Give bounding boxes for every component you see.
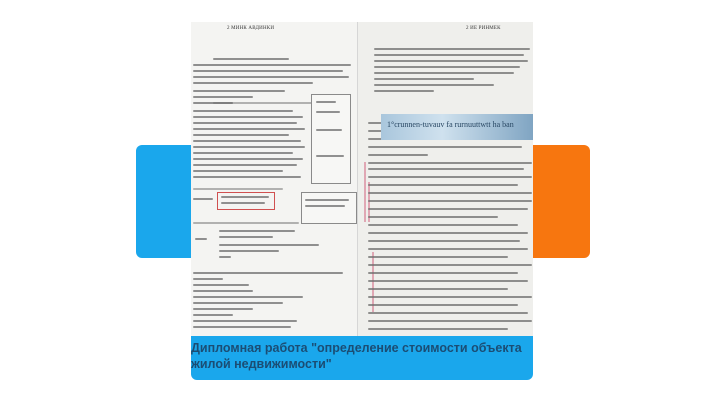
document-caption[interactable] bbox=[191, 336, 533, 380]
document-title: Дипломная работа "определение стоимости объекта жилой недвижимости" bbox=[191, 341, 522, 371]
side-table bbox=[311, 94, 351, 184]
left-page-header: 2 МИНК АВДИНКИ bbox=[227, 26, 275, 31]
right-page-header: 2 ИЕ РИНМЕК bbox=[466, 26, 501, 31]
chapter-banner-title: 1°сrunnen-tuvauv fa rurnuuttwtt ha ban bbox=[387, 120, 514, 129]
note-box bbox=[301, 192, 357, 224]
document-preview[interactable] bbox=[191, 22, 533, 358]
left-page bbox=[191, 22, 358, 358]
chapter-banner bbox=[381, 114, 533, 140]
highlighted-region bbox=[217, 192, 275, 210]
right-page bbox=[358, 22, 533, 358]
